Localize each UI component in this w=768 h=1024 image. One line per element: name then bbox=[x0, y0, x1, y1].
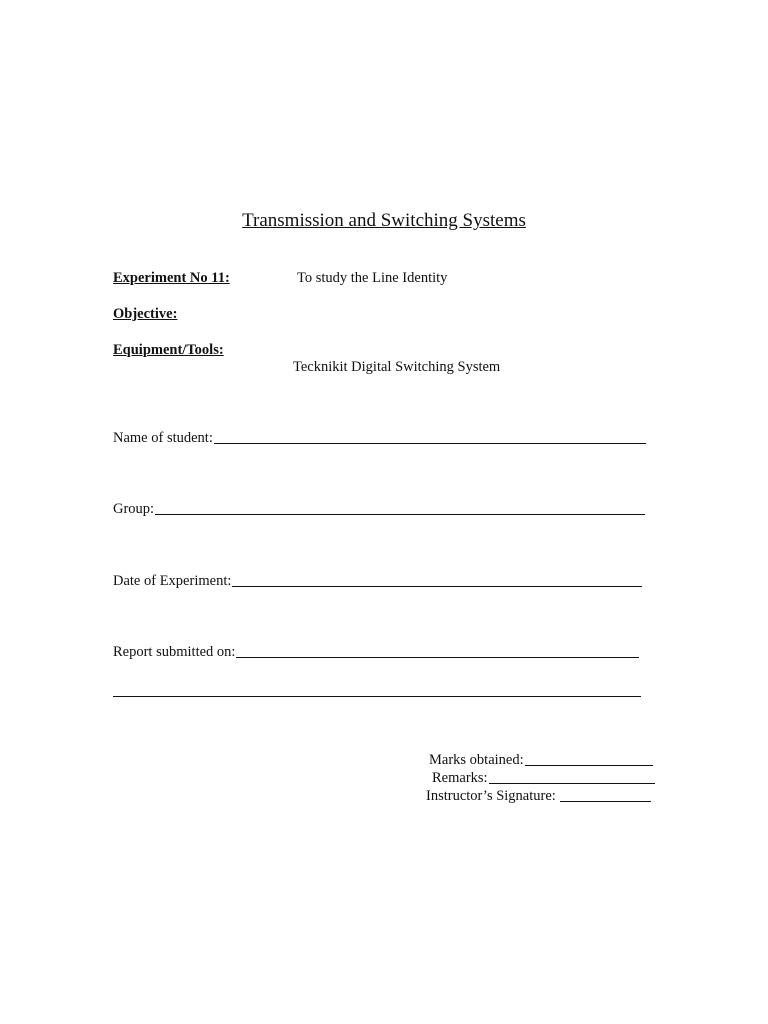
remarks-label: Remarks: bbox=[432, 770, 488, 786]
experiment-value: To study the Line Identity bbox=[297, 270, 448, 286]
student-name-label: Name of student: bbox=[113, 430, 213, 446]
experiment-label: Experiment No 11: bbox=[113, 270, 230, 286]
instructor-signature-field[interactable] bbox=[426, 788, 651, 805]
group-field[interactable] bbox=[113, 501, 645, 518]
equipment-value: Tecknikit Digital Switching System bbox=[293, 359, 501, 375]
experiment-date-field[interactable] bbox=[113, 573, 642, 590]
experiment-date-line bbox=[232, 585, 642, 587]
student-name-line bbox=[214, 442, 646, 444]
equipment-label: Equipment/Tools: bbox=[113, 342, 224, 358]
report-continuation-line[interactable] bbox=[113, 696, 641, 697]
marks-obtained-label: Marks obtained: bbox=[429, 752, 524, 768]
objective-label: Objective: bbox=[113, 306, 178, 322]
report-submitted-label: Report submitted on: bbox=[113, 644, 236, 660]
report-submitted-line bbox=[236, 656, 639, 658]
group-label: Group: bbox=[113, 501, 155, 517]
group-line bbox=[155, 513, 645, 515]
marks-obtained-line bbox=[525, 764, 653, 766]
student-name-field[interactable] bbox=[113, 430, 646, 447]
report-submitted-field[interactable] bbox=[113, 644, 639, 661]
remarks-field[interactable] bbox=[432, 770, 655, 787]
instructor-signature-line bbox=[560, 800, 651, 802]
document-title: Transmission and Switching Systems bbox=[242, 210, 526, 231]
instructor-signature-label: Instructor’s Signature: bbox=[426, 788, 560, 804]
experiment-date-label: Date of Experiment: bbox=[113, 573, 232, 589]
remarks-line bbox=[489, 782, 655, 784]
marks-obtained-field[interactable] bbox=[429, 752, 653, 769]
